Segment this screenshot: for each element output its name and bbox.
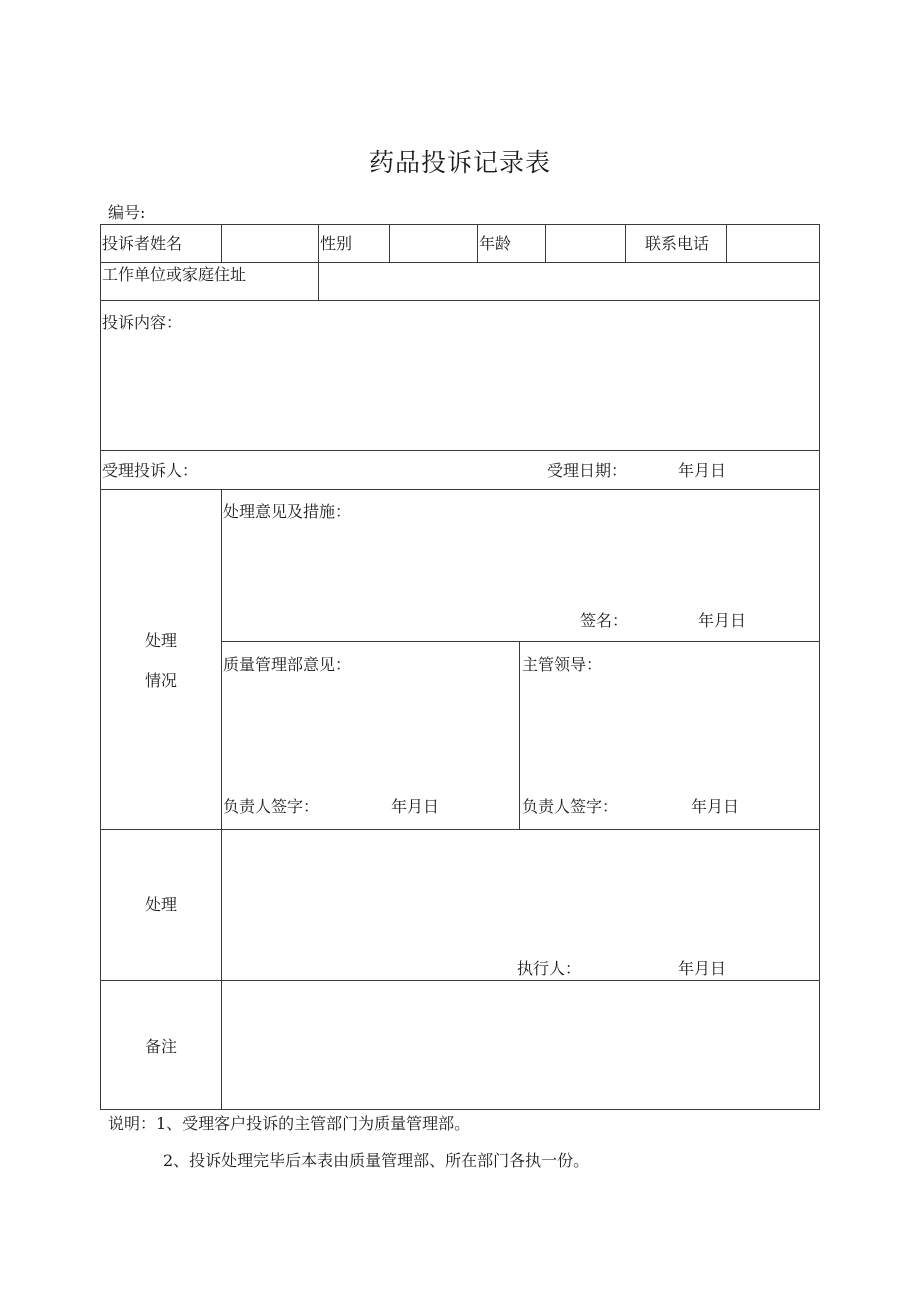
qa-ymd: 年月日 [391,797,440,816]
qa-opinion-label: 质量管理部意见： [223,655,352,674]
age-field[interactable] [546,225,624,262]
address-field[interactable] [319,263,818,300]
handling-label-line1: 处理 [145,631,178,650]
row-divider [100,489,820,490]
row-divider [100,300,820,301]
row-divider [221,641,820,642]
supervisor-ymd: 年月日 [691,797,740,816]
handling-opinion-field[interactable] [222,525,818,605]
receive-date-label: 受理日期： [547,461,628,480]
complainant-name-field[interactable] [222,225,317,262]
phone-label: 联系电话 [645,234,710,253]
phone-field[interactable] [727,225,818,262]
row-divider [100,829,820,830]
executor-ymd: 年月日 [678,959,727,978]
supervisor-label: 主管领导： [522,655,603,674]
row-divider [100,450,820,451]
form-title: 药品投诉记录表 [368,148,551,177]
executor-label: 执行人： [517,959,582,978]
qa-opinion-field[interactable] [222,678,518,788]
gender-label: 性别 [320,234,353,253]
table-border-bottom [100,1109,820,1110]
receiver-label: 受理投诉人： [102,461,199,480]
complaint-content-field[interactable] [101,335,818,449]
processing-label: 处理 [145,895,178,914]
supervisor-signer-label: 负责人签字： [522,797,619,816]
receive-date-ymd: 年月日 [678,461,727,480]
handling-opinion-label: 处理意见及措施： [223,502,352,521]
note-line-1: 说明：1、受理客户投诉的主管部门为质量管理部。 [108,1114,471,1133]
col-divider [625,224,626,263]
complaint-content-label: 投诉内容： [102,313,183,332]
remarks-field[interactable] [222,981,818,1108]
handling-label-line2: 情况 [145,671,178,690]
signature-ymd: 年月日 [698,611,747,630]
age-label: 年龄 [479,234,512,253]
serial-number-label: 编号: [108,203,146,222]
note-line-2: 2、投诉处理完毕后本表由质量管理部、所在部门各执一份。 [163,1151,590,1170]
table-border-right [819,224,820,1110]
complainant-name-label: 投诉者姓名 [102,234,183,253]
col-divider [477,224,478,263]
supervisor-field[interactable] [520,678,818,788]
signature-label: 签名： [580,611,629,630]
qa-signer-label: 负责人签字： [223,797,320,816]
processing-field[interactable] [222,831,818,946]
remarks-label: 备注 [145,1037,178,1056]
address-label: 工作单位或家庭住址 [102,265,247,284]
col-divider [318,224,319,263]
gender-field[interactable] [390,225,476,262]
